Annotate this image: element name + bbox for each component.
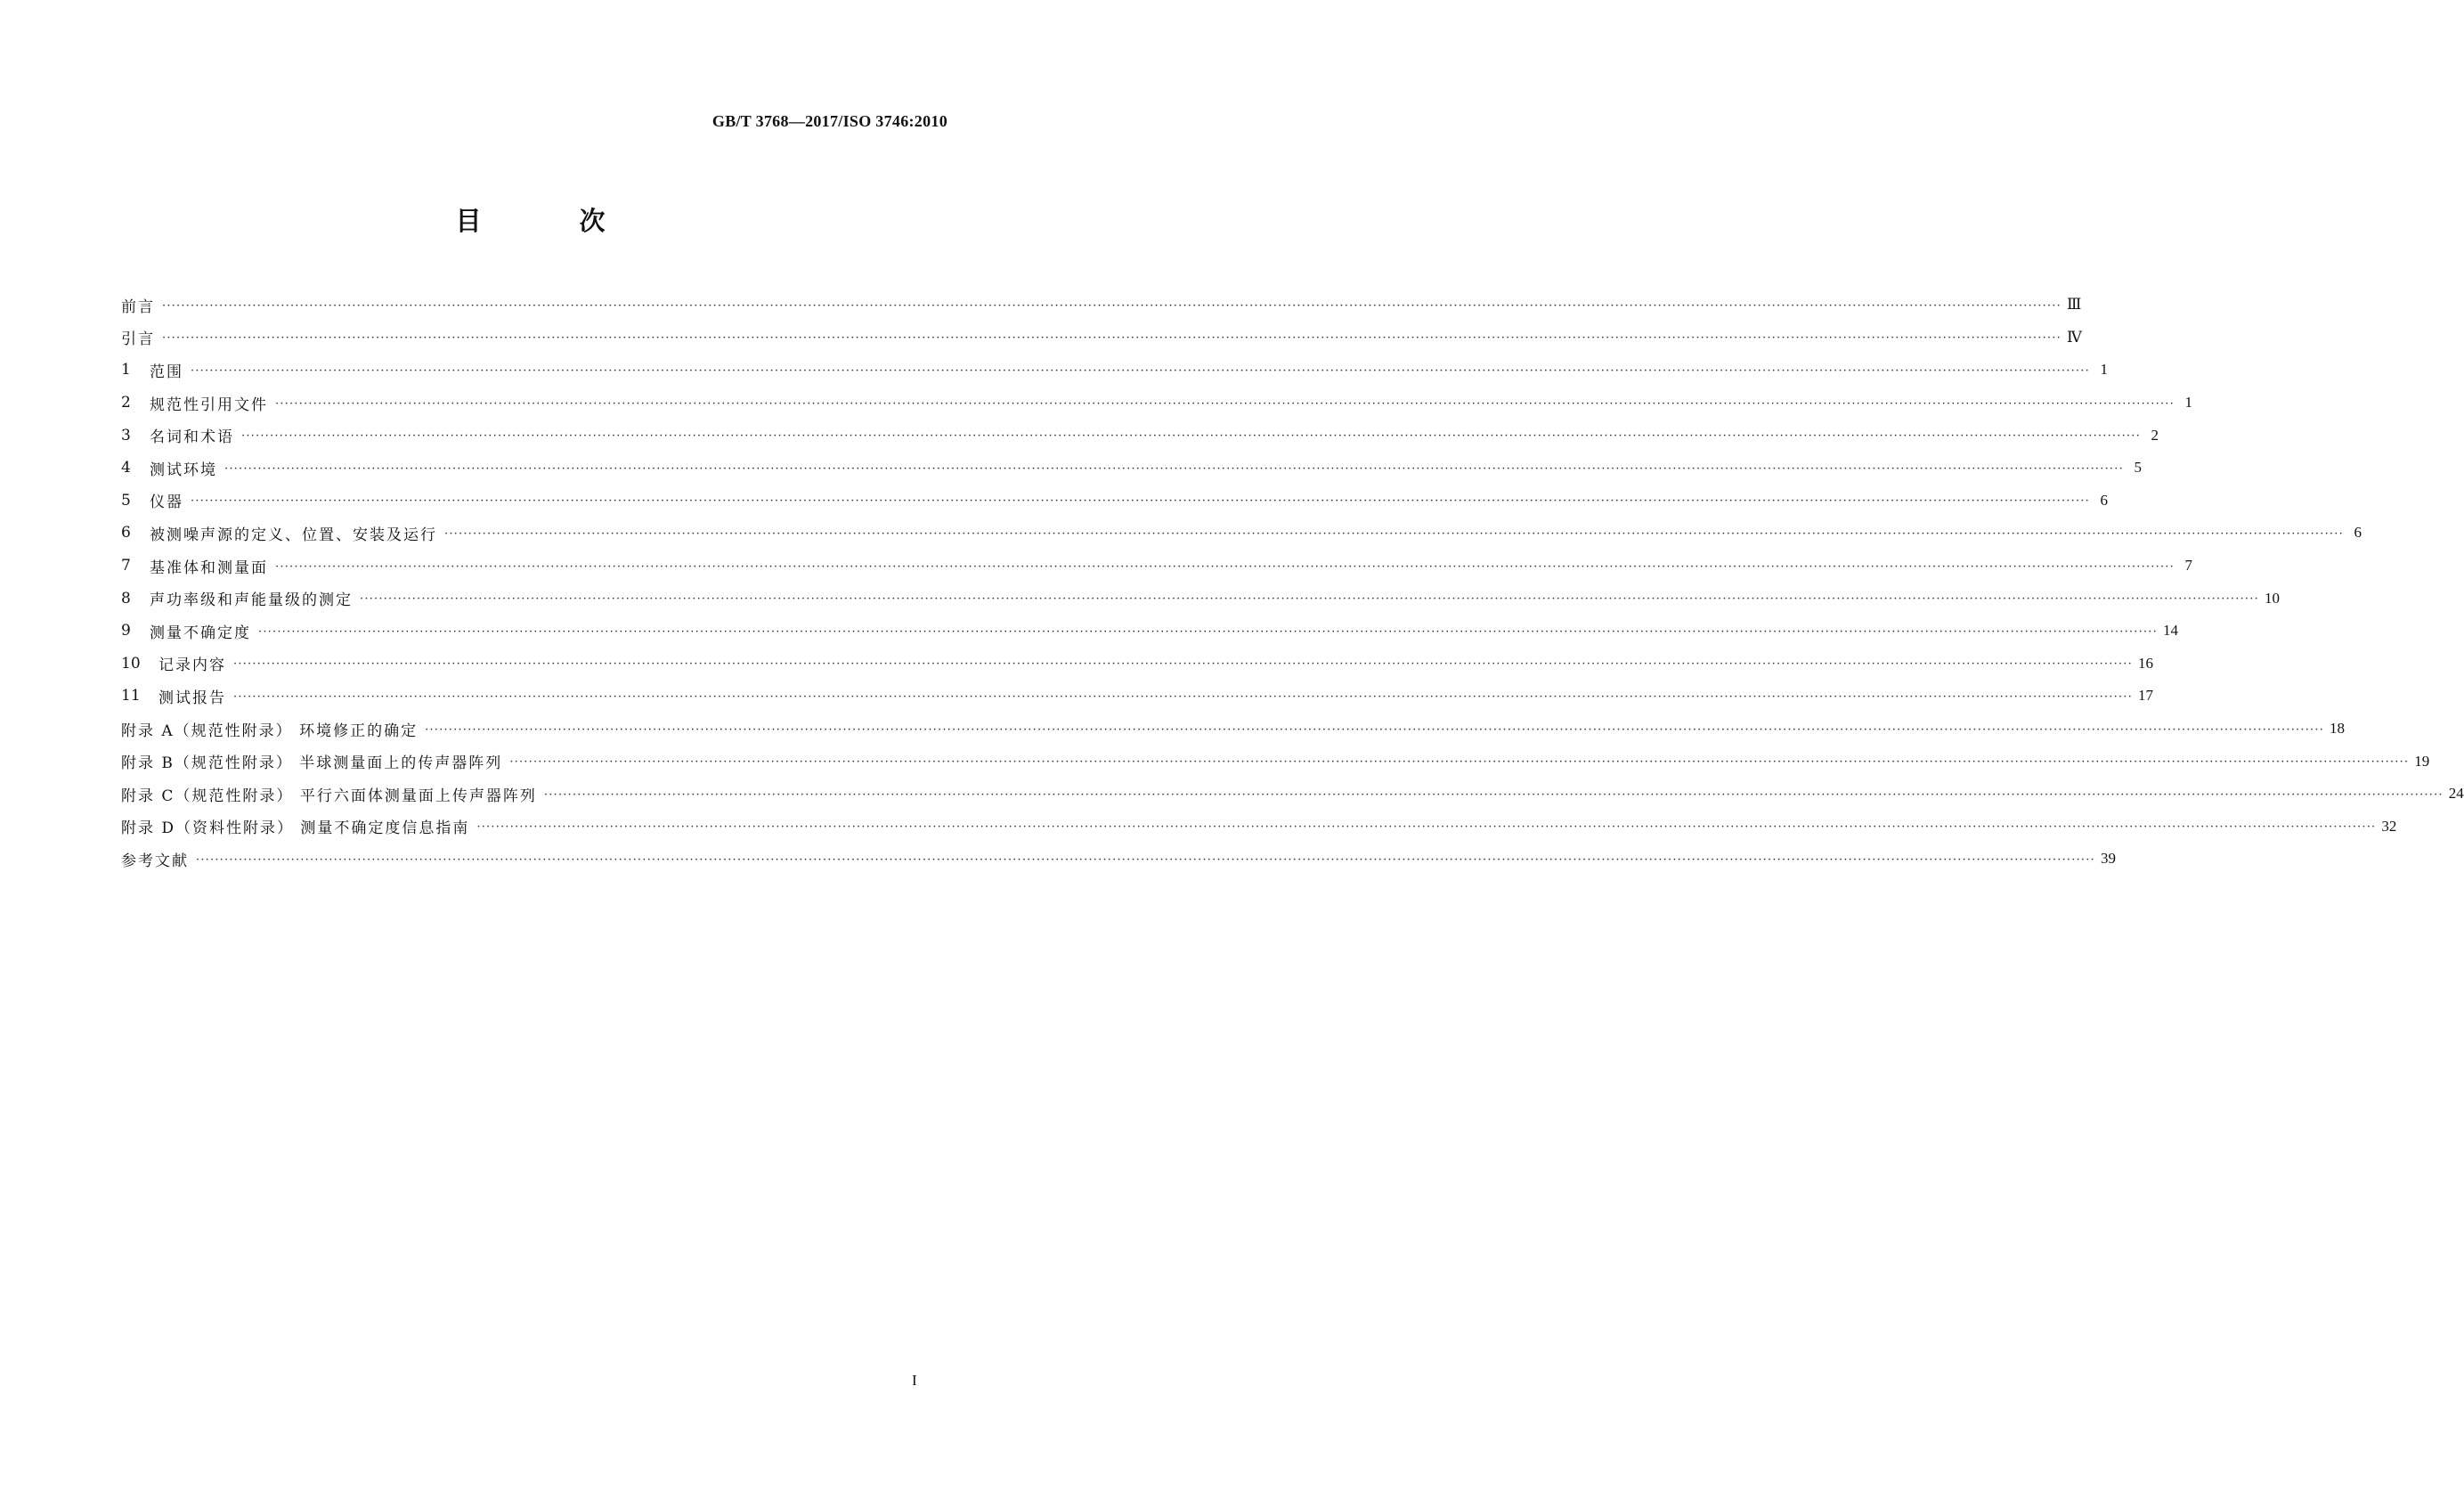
dot-leader: ················································································································································································································································································································································································································	[196, 852, 2095, 867]
toc-entry[interactable]	[121, 452, 2142, 485]
toc-entry-label: 附录 D（资料性附录） 测量不确定度信息指南	[121, 819, 470, 838]
toc-entry-label: 测量不确定度	[150, 624, 251, 642]
dot-leader: ················································································································································································································································································································································································································	[224, 461, 2124, 476]
toc-entry-label: 范围	[150, 363, 183, 381]
toc-entry-page: 16	[2137, 654, 2153, 672]
page-number: I	[912, 1372, 917, 1389]
toc-entry[interactable]	[121, 322, 2082, 355]
toc-entry-page: 5	[2134, 459, 2142, 477]
toc-entry-label: 引言	[121, 330, 155, 349]
toc-entry-page: 24	[2448, 785, 2464, 803]
toc-entry[interactable]	[121, 517, 2362, 550]
toc-entry-label: 附录 C（规范性附录） 平行六面体测量面上传声器阵列	[121, 787, 537, 805]
toc-entry-number: 9	[121, 622, 131, 640]
toc-entry[interactable]	[121, 485, 2108, 518]
toc-entry-label: 附录 B（规范性附录） 半球测量面上的传声器阵列	[121, 754, 503, 773]
toc-entry-label: 名词和术语	[150, 428, 234, 447]
toc-entry[interactable]	[121, 550, 2192, 583]
dot-leader: ················································································································································································································································································································································································································	[162, 298, 2061, 313]
toc-entry-page: 19	[2414, 752, 2430, 770]
toc-entry-page: 32	[2381, 817, 2397, 835]
toc-entry-label: 测试报告	[159, 689, 226, 707]
toc-entry[interactable]	[121, 387, 2192, 420]
toc-entry-page: Ⅲ	[2066, 296, 2082, 314]
dot-leader: ················································································································································································································································································································································································································	[233, 657, 2133, 672]
toc-entry[interactable]	[121, 811, 2397, 844]
toc-entry[interactable]	[121, 615, 2178, 648]
toc-entry-label: 被测噪声源的定义、位置、安装及运行	[150, 526, 437, 544]
toc-entry[interactable]	[121, 648, 2153, 681]
toc-entry-page: 6	[2354, 524, 2362, 542]
toc-entry[interactable]	[121, 354, 2108, 387]
dot-leader: ················································································································································································································································································································································································································	[191, 494, 2090, 509]
toc-entry-label: 声功率级和声能量级的测定	[150, 591, 353, 610]
dot-leader: ················································································································································································································································································································································································································	[275, 559, 2175, 574]
toc-entry-label: 附录 A（规范性附录） 环境修正的确定	[121, 721, 419, 740]
standard-number: GB/T 3768—2017/ISO 3746:2010	[712, 112, 947, 130]
toc-entry-number: 5	[121, 491, 131, 510]
dot-leader: ················································································································································································································································································································································································································	[233, 689, 2133, 704]
toc-entry-number: 7	[121, 557, 131, 575]
toc-entry-number: 2	[121, 394, 131, 412]
toc-entry-page: 39	[2100, 850, 2116, 868]
toc-entry-label: 基准体和测量面	[150, 558, 268, 577]
dot-leader: ················································································································································································································································································································································································································	[258, 624, 2158, 639]
toc-entry-page: 2	[2151, 426, 2159, 444]
toc-entry-number: 10	[121, 654, 141, 673]
toc-entry-label: 记录内容	[159, 656, 226, 675]
dot-leader: ················································································································································································································································································································································································································	[444, 526, 2344, 541]
toc-entry[interactable]	[121, 713, 2346, 746]
toc-entry[interactable]	[121, 745, 2430, 778]
page-title: 目 次	[455, 206, 650, 236]
toc-entry[interactable]	[121, 680, 2153, 713]
toc-entry-page: 1	[2100, 361, 2108, 379]
toc-entry-page: 7	[2184, 557, 2192, 575]
toc-entry-number: 4	[121, 459, 131, 477]
table-of-contents	[121, 289, 2464, 876]
toc-entry-number: 6	[121, 524, 131, 542]
toc-entry-label: 参考文献	[121, 852, 189, 870]
toc-entry-page: 14	[2162, 622, 2178, 640]
toc-entry-number: 11	[121, 687, 141, 705]
toc-entry-number: 3	[121, 426, 131, 444]
toc-entry-page: 10	[2264, 589, 2280, 607]
toc-entry-page: 6	[2100, 491, 2108, 509]
toc-entry[interactable]	[121, 289, 2082, 322]
toc-entry-label: 测试环境	[150, 461, 217, 479]
toc-entry-page: 1	[2184, 394, 2192, 412]
toc-entry[interactable]	[121, 582, 2280, 615]
toc-entry[interactable]	[121, 778, 2464, 811]
toc-entry-label: 仪器	[150, 493, 183, 512]
dot-leader: ················································································································································································································································································································································································································	[360, 592, 2259, 607]
toc-entry-page: Ⅳ	[2066, 328, 2082, 346]
dot-leader: ················································································································································································································································································································································································································	[425, 722, 2325, 737]
dot-leader: ················································································································································································································································································································································································································	[162, 331, 2061, 346]
toc-entry-label: 前言	[121, 298, 155, 316]
dot-leader: ················································································································································································································································································································································································································	[476, 820, 2377, 835]
toc-entry[interactable]	[121, 419, 2159, 452]
dot-leader: ················································································································································································································································································································································································································	[191, 363, 2090, 378]
toc-entry-label: 规范性引用文件	[150, 395, 268, 414]
dot-leader: ················································································································································································································································································································································································································	[509, 755, 2410, 770]
dot-leader: ················································································································································································································································································································································································································	[241, 429, 2141, 444]
toc-entry-page: 17	[2137, 687, 2153, 705]
toc-entry-page: 18	[2330, 720, 2346, 738]
dot-leader: ················································································································································································································································································································································································································	[543, 787, 2444, 802]
toc-entry[interactable]	[121, 843, 2116, 876]
dot-leader: ················································································································································································································································································································································································································	[275, 396, 2175, 411]
toc-entry-number: 1	[121, 361, 131, 379]
toc-entry-number: 8	[121, 589, 131, 607]
